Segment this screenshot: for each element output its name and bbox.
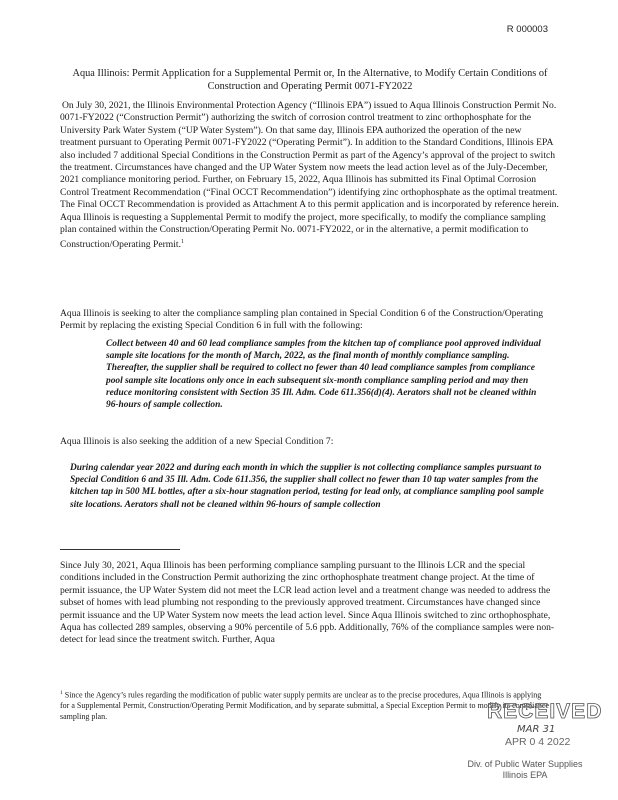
special-condition-6-text: Collect between 40 and 60 lead compliance samples from the kitchen tap of compliance pool approved individual sample site locations for the month of March, 2022, as the final month of monthly compliance sampling. Thereafter, the supplier shall be required to collect no fewer than 40 lead compliance samples from compliance pool sample site locations only once in each subsequent six-month compliance sampling period and may then reduce monitoring consistent with Section 35 Ill. Adm. Code 611.356(d)(4). Aerators shall not be cleaned within 96-hours of sample collection. — [106, 339, 541, 411]
stamp-division-line2: Illinois EPA — [502, 770, 548, 780]
stamp-division-line1: Div. of Public Water Supplies — [467, 759, 583, 769]
special-condition-7-intro: Aqua Illinois is also seeking the addition of a new Special Condition 7: — [60, 436, 334, 447]
footnote — [60, 688, 550, 722]
stamp-date: APR 0 4 2022 — [505, 736, 571, 748]
intro-paragraph-text: On July 30, 2021, the Illinois Environmental Protection Agency (“Illinois EPA”) issued to Aqua Illinois Construction Permit No. 0071-FY2022 (“Construction Permit”) authorizing the switch of corrosion control treatment to zinc orthophosphate for the University Park Water System (“UP Water System”). On that same day, Illinois EPA authorized the operation of the new treatment pursuant to Operating Permit 0071-FY2022 (“Operating Permit”). In addition to the Standard Conditions, Illinois EPA also included 7 additional Special Conditions in the Construction Permit as part of the Agency’s approval of the project to switch the treatment. Circumstances have changed and the UP Water System now meets the lead action level as of the July-December, 2021 compliance monitoring period. Further, on February 15, 2022, Aqua Illinois has submitted its Final Optimal Corrosion Control Treatment Recommendation (“Final OCCT Recommendation”) identifying zinc orthophosphate as the optimal treatment. The Final OCCT Recommendation is provided as Attachment A to this permit application and is incorporated by reference herein. Aqua Illinois is requesting a Supplemental Permit to modify the project, more specifically, to modify the compliance sampling plan contained within the Construction/Operating Permit No. 0071-FY2022, or in the alternative, a permit modification to Construction/Operating Permit. — [60, 100, 559, 251]
document-title: Aqua Illinois: Permit Application for a Supplemental Permit or, In the Alternative, to Modify Certain Conditions of Construction and Operating Permit 0071-FY2022 — [72, 68, 548, 92]
footnote-number: 1 — [60, 690, 63, 696]
stamp-received-text: RECEIVED — [487, 700, 603, 723]
footnote-divider — [60, 549, 180, 550]
special-condition-7-text: During calendar year 2022 and during each month in which the supplier is not collecting compliance samples pursuant to Special Condition 6 and 35 Ill. Adm. Code 611.356, the supplier shall collect no fewer than 10 tap water samples from the kitchen tap in 500 ML bottles, after a six-hour stagnation period, testing for lead only, at compliance sampling pool sample site locations. Aerators shall not be cleaned within 96-hours of sample collection — [70, 463, 544, 510]
footnote-marker: 1 — [180, 239, 184, 246]
document-id: R 000003 — [506, 24, 548, 35]
footnote-text: Since the Agency’s rules regarding the modification of public water supply permits are unclear as to the precise procedures, Aqua Illinois is applying for a Supplemental Permit, Construction/Operating Permit Modification, and by separate submittal, a Special Exception Permit to modify its compliance sampling plan. — [60, 690, 550, 721]
compliance-history-paragraph: Since July 30, 2021, Aqua Illinois has been performing compliance sampling pursuant to the Illinois LCR and the special conditions included in the Construction Permit authorizing the zinc orthophosphate treatment change project. At the time of permit issuance, the UP Water System did not meet the LCR lead action level and a treatment change was needed to address the subset of homes with lead plumbing not responding to the previously approved treatment. Circumstances have changed since permit issuance and the UP Water System now meets the lead action level. Since Aqua Illinois switched to zinc orthophosphate, Aqua has collected 289 samples, observing a 90% percentile of 5.6 ppb. Additionally, 76% of the compliance samples were non-detect for lead since the treatment switch. Further, Aqua — [60, 560, 555, 646]
intro-paragraph — [60, 100, 560, 252]
stamp-handwritten-date: MAR 31 — [517, 724, 556, 735]
stamp-division — [455, 759, 595, 781]
special-condition-6-intro: Aqua Illinois is seeking to alter the compliance sampling plan contained in Special Condition 6 of the Construction/Operating Permit by replacing the existing Special Condition 6 in full with the following: — [60, 308, 544, 332]
